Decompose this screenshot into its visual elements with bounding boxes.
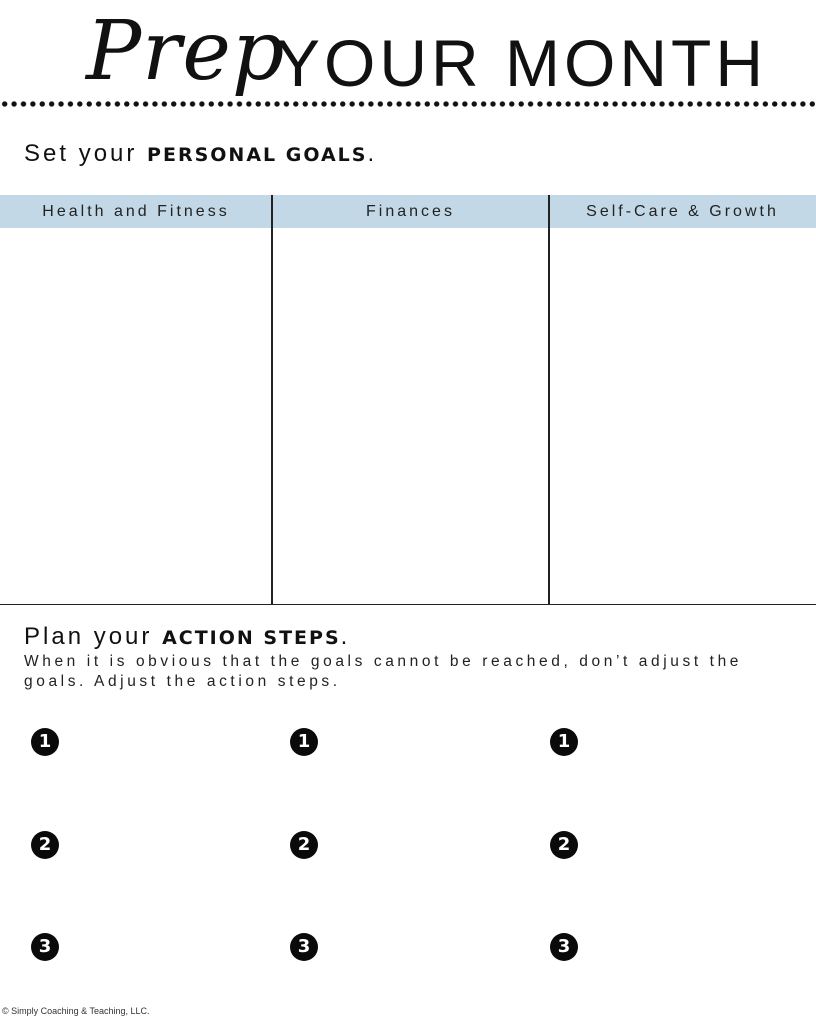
column-header-health-fitness: Health and Fitness bbox=[42, 203, 230, 220]
steps-heading-lead: Plan your bbox=[24, 623, 163, 650]
copyright-footer: © Simply Coaching & Teaching, LLC. bbox=[2, 1006, 150, 1016]
action-step-entry[interactable] bbox=[325, 933, 525, 961]
goals-heading-lead: Set your bbox=[24, 140, 148, 167]
column-header-finances: Finances bbox=[366, 203, 455, 220]
step-number-badge: 1 bbox=[31, 728, 59, 756]
goals-heading-trail: . bbox=[367, 140, 378, 167]
goals-heading-strong: PERSONAL GOALS bbox=[147, 144, 368, 166]
steps-heading-strong: ACTION STEPS bbox=[162, 627, 341, 649]
step-number-badge: 2 bbox=[31, 831, 59, 859]
action-step-entry[interactable] bbox=[585, 933, 785, 961]
steps-subtitle: When it is obvious that the goals cannot be reached, don’t adjust the goals. Adjust the action steps. bbox=[24, 653, 743, 690]
action-step-entry[interactable] bbox=[66, 728, 256, 756]
step-number-badge: 3 bbox=[290, 933, 318, 961]
action-step-entry[interactable] bbox=[66, 933, 256, 961]
step-number-badge: 1 bbox=[550, 728, 578, 756]
step-number-badge: 1 bbox=[290, 728, 318, 756]
action-step-entry[interactable] bbox=[585, 728, 785, 756]
column-header-self-care-growth: Self-Care & Growth bbox=[586, 203, 779, 220]
action-step-entry[interactable] bbox=[585, 831, 785, 859]
goal-writing-area-health-fitness[interactable] bbox=[0, 228, 271, 603]
goal-writing-area-finances[interactable] bbox=[273, 228, 548, 603]
action-step-entry[interactable] bbox=[325, 831, 525, 859]
goals-heading bbox=[24, 140, 377, 168]
action-step-entry[interactable] bbox=[325, 728, 525, 756]
goals-table bbox=[0, 195, 816, 605]
steps-heading-trail: . bbox=[340, 623, 351, 650]
step-number-badge: 3 bbox=[31, 933, 59, 961]
steps-heading bbox=[24, 623, 350, 651]
step-number-badge: 3 bbox=[550, 933, 578, 961]
goal-writing-area-self-care-growth[interactable] bbox=[550, 228, 816, 603]
action-step-entry[interactable] bbox=[66, 831, 256, 859]
page-title: YOUR MONTH bbox=[276, 26, 767, 100]
step-number-badge: 2 bbox=[290, 831, 318, 859]
step-number-badge: 2 bbox=[550, 831, 578, 859]
title-script-word: Prep bbox=[86, 4, 286, 99]
dotted-divider bbox=[0, 100, 816, 108]
